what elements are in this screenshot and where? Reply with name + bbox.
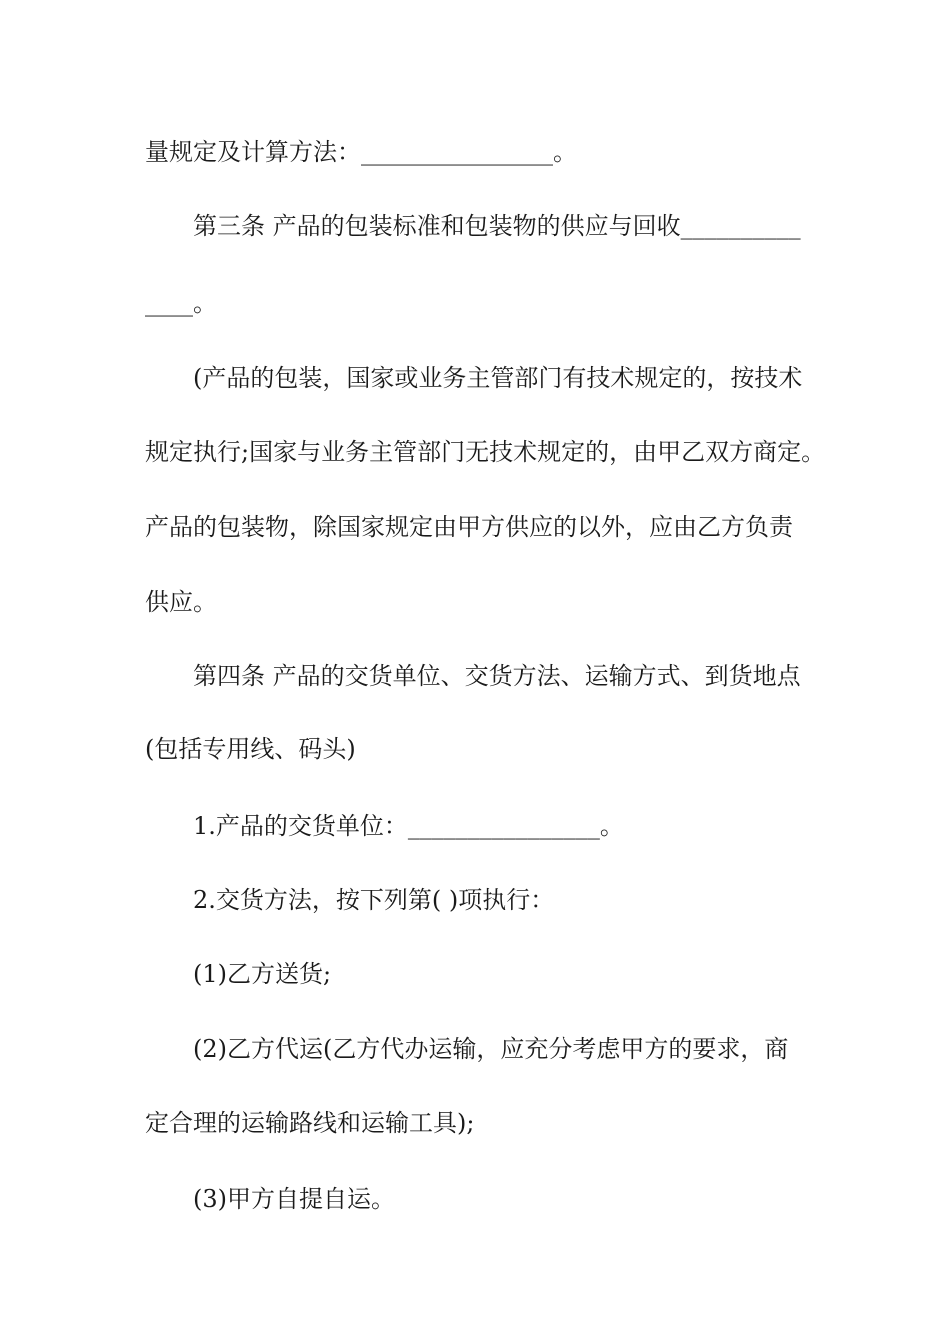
text-line-option-1: (1)乙方送货;	[193, 960, 332, 988]
text-line-option-2-continued: 定合理的运输路线和运输工具);	[145, 1109, 475, 1137]
text-line-packaging-1: (产品的包装，国家或业务主管部门有技术规定的，按技术	[193, 364, 803, 392]
text-line-packaging-2: 规定执行;国家与业务主管部门无技术规定的，由甲乙双方商定。	[145, 438, 826, 466]
text-line-article-three-blank: ____。	[145, 289, 217, 317]
text-line-option-2: (2)乙方代运(乙方代办运输，应充分考虑甲方的要求，商	[193, 1035, 789, 1063]
text-line-packaging-4: 供应。	[145, 588, 217, 616]
text-line-article-three-heading: 第三条 产品的包装标准和包装物的供应与回收__________	[193, 212, 801, 240]
text-line-delivery-unit: 1.产品的交货单位：________________。	[193, 812, 624, 840]
text-line-measurement-method: 量规定及计算方法：________________。	[145, 138, 577, 166]
text-line-option-3: (3)甲方自提自运。	[193, 1185, 395, 1213]
text-line-article-four-heading: 第四条 产品的交货单位、交货方法、运输方式、到货地点	[193, 662, 801, 690]
text-line-packaging-3: 产品的包装物，除国家规定由甲方供应的以外，应由乙方负责	[145, 513, 793, 541]
text-line-article-four-continued: (包括专用线、码头)	[145, 735, 356, 763]
text-line-delivery-method: 2.交货方法，按下列第( )项执行：	[193, 886, 555, 914]
